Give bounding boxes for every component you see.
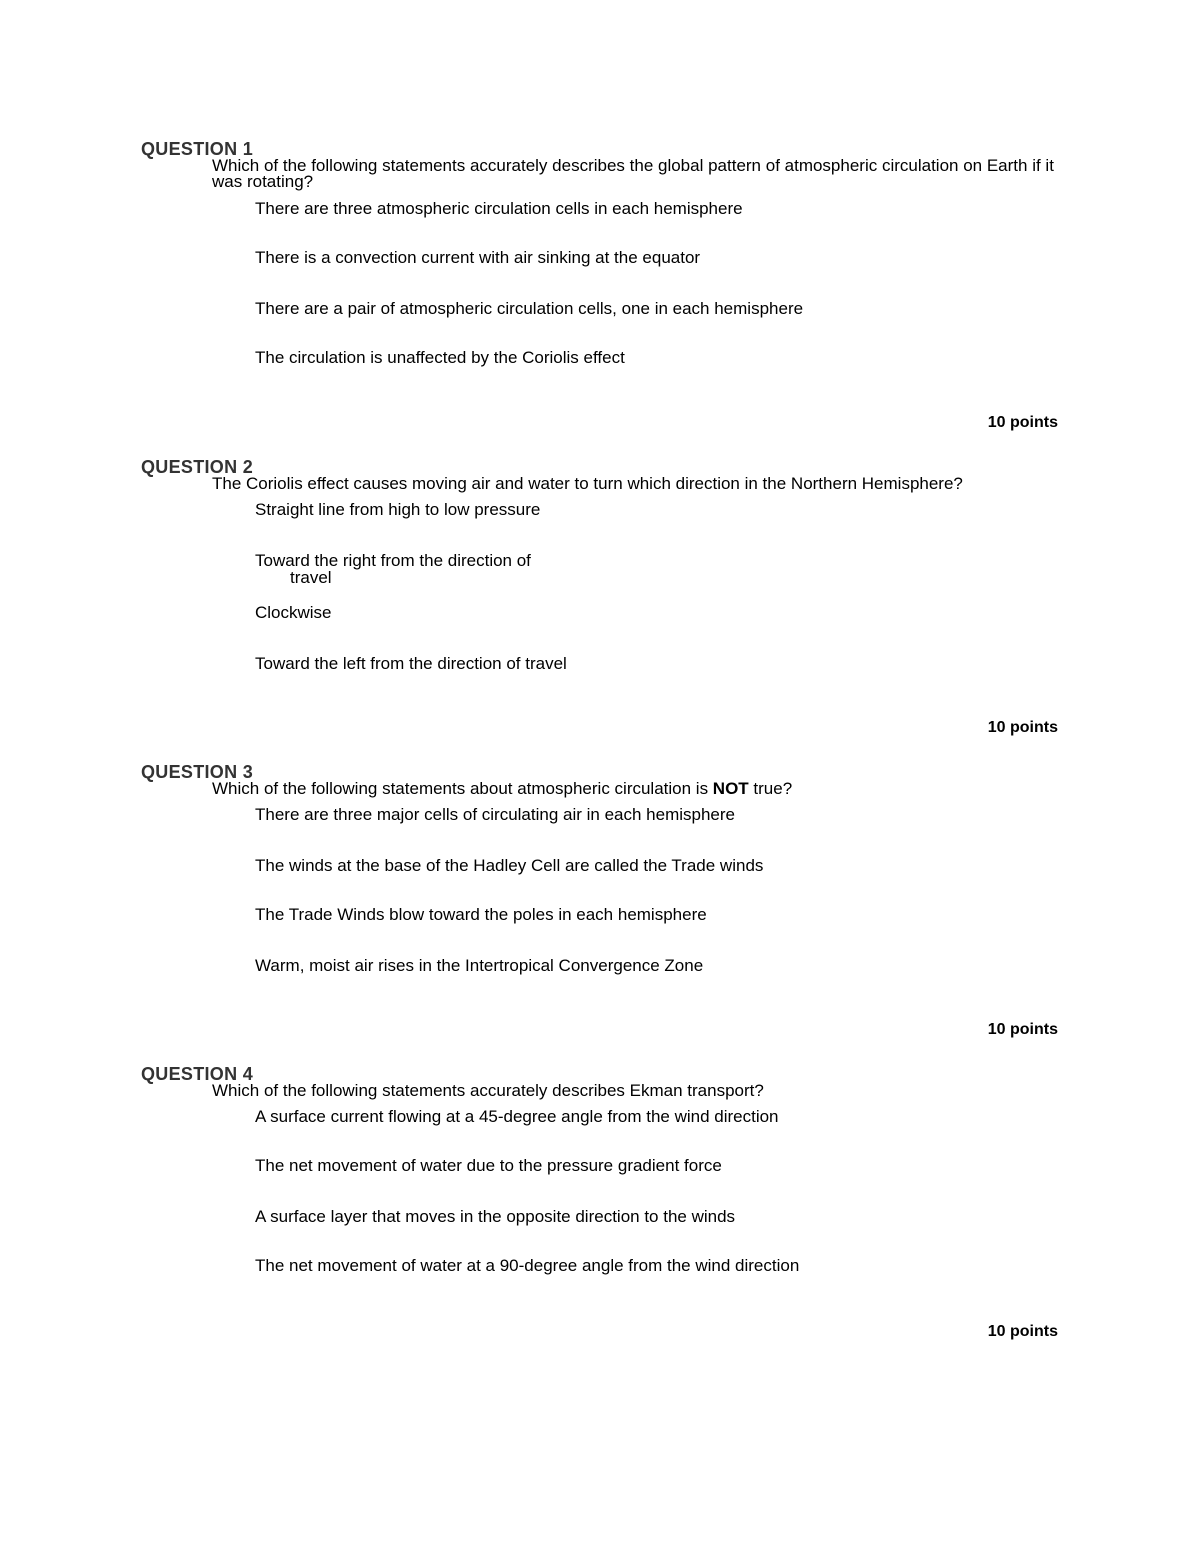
question-heading: QUESTION 4: [141, 1064, 254, 1084]
question-prompt: [212, 781, 1072, 797]
answer-option: There are three atmospheric circulation cells in each hemisphere: [255, 199, 743, 218]
answer-option: Straight line from high to low pressure: [255, 500, 541, 519]
question-points: 10 points: [987, 1323, 1058, 1340]
question-points: 10 points: [987, 1021, 1058, 1038]
question-points: 10 points: [987, 414, 1058, 431]
answer-option: The circulation is unaffected by the Coriolis effect: [255, 348, 625, 367]
answer-option: The net movement of water due to the pressure gradient force: [255, 1156, 722, 1175]
answer-option: Toward the left from the direction of travel: [255, 654, 567, 673]
question-heading: QUESTION 1: [141, 139, 254, 159]
answer-option-continuation: travel: [290, 568, 332, 587]
answer-option: A surface current flowing at a 45-degree angle from the wind direction: [255, 1107, 779, 1126]
answer-option: There are three major cells of circulating air in each hemisphere: [255, 805, 736, 824]
answer-option: [255, 552, 531, 586]
question-prompt-emphasis: NOT: [712, 779, 749, 798]
answer-option: Warm, moist air rises in the Intertropical Convergence Zone: [255, 956, 704, 975]
answer-option: There is a convection current with air sinking at the equator: [255, 248, 701, 267]
question-points: 10 points: [987, 719, 1058, 736]
question-heading: QUESTION 3: [141, 762, 254, 782]
answer-option: Clockwise: [255, 603, 332, 622]
answer-option-text: Toward the right from the direction of: [255, 551, 531, 570]
answer-option: The Trade Winds blow toward the poles in each hemisphere: [255, 905, 707, 924]
answer-option: The net movement of water at a 90-degree angle from the wind direction: [255, 1256, 800, 1275]
question-prompt: The Coriolis effect causes moving air and water to turn which direction in the Northern Hemisphere?: [212, 474, 963, 493]
question-prompt-text: Which of the following statements about atmospheric circulation is: [212, 779, 713, 798]
question-heading: QUESTION 2: [141, 457, 254, 477]
question-prompt: Which of the following statements accurately describes the global pattern of atmospheric circulation on Earth if it was rotating?: [212, 156, 1054, 191]
answer-option: The winds at the base of the Hadley Cell are called the Trade winds: [255, 856, 764, 875]
question-prompt: Which of the following statements accurately describes Ekman transport?: [212, 1081, 764, 1100]
answer-option: A surface layer that moves in the opposite direction to the winds: [255, 1207, 736, 1226]
answer-option: There are a pair of atmospheric circulation cells, one in each hemisphere: [255, 299, 804, 318]
question-prompt-text-end: true?: [748, 779, 793, 798]
